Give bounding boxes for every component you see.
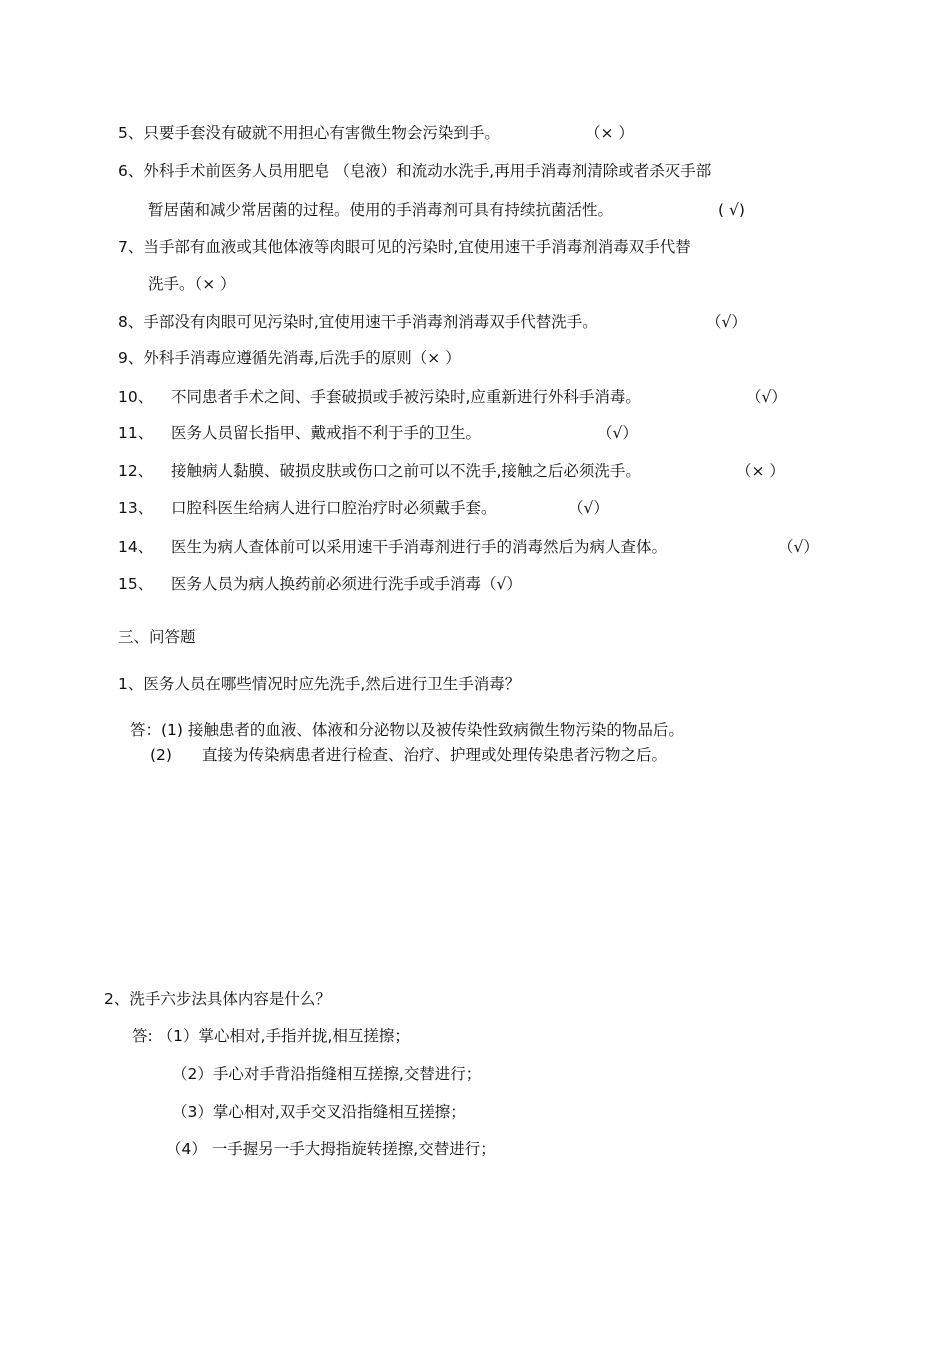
answer-2-line-4: （4） 一手握另一手大拇指旋转搓擦,交替进行； xyxy=(166,1140,496,1158)
item-10-mark: （√） xyxy=(746,388,787,406)
item-number: 13、 xyxy=(118,499,154,517)
item-10 xyxy=(118,386,641,408)
answer-1-line-1: 答：(1) 接触患者的血液、体液和分泌物以及被传染性致病微生物污染的物品后。 xyxy=(130,721,684,739)
item-number: 8、 xyxy=(118,313,144,331)
answer-2-line-2: （2）手心对手背沿指缝相互搓擦,交替进行； xyxy=(172,1065,482,1083)
item-8-mark: （√） xyxy=(706,313,747,331)
answer-1-line-2 xyxy=(150,744,667,766)
item-number: 11、 xyxy=(118,424,154,442)
item-12-mark: （× ） xyxy=(736,462,785,480)
item-text: 口腔科医生给病人进行口腔治疗时必须戴手套。 xyxy=(171,499,497,517)
item-7 xyxy=(118,236,691,258)
item-6-mark: ( √) xyxy=(718,201,745,219)
item-number: 14、 xyxy=(118,538,154,556)
item-11 xyxy=(118,422,481,444)
item-13-mark: （√） xyxy=(568,499,609,517)
item-5-mark: （× ） xyxy=(585,124,634,142)
item-11-mark: （√） xyxy=(597,424,638,442)
item-text: 外科手术前医务人员用肥皂 （皂液）和流动水洗手,再用手消毒剂清除或者杀灭手部 xyxy=(143,162,712,180)
item-text: 医务人员留长指甲、戴戒指不利于手的卫生。 xyxy=(171,424,482,442)
question-1: 1、医务人员在哪些情况时应先洗手,然后进行卫生手消毒？ xyxy=(118,675,521,693)
item-number: 9、 xyxy=(118,349,144,367)
item-8 xyxy=(118,311,598,333)
item-text: 外科手消毒应遵循先消毒,后洗手的原则（× ） xyxy=(143,349,461,367)
item-text: 不同患者手术之间、手套破损或手被污染时,应重新进行外科手消毒。 xyxy=(171,388,641,406)
answer-text: 直接为传染病患者进行检查、治疗、护理或处理传染患者污物之后。 xyxy=(202,746,668,764)
item-6 xyxy=(118,160,711,182)
answer-2-line-3: （3）掌心相对,双手交叉沿指缝相互搓擦； xyxy=(172,1103,466,1121)
item-number: 15、 xyxy=(118,575,154,593)
item-text: 当手部有血液或其他体液等肉眼可见的污染时,宜使用速干手消毒剂消毒双手代替 xyxy=(143,238,691,256)
item-14 xyxy=(118,536,667,558)
item-7-cont: 洗手。（× ） xyxy=(148,275,236,293)
item-text: 接触病人黏膜、破损皮肤或伤口之前可以不洗手,接触之后必须洗手。 xyxy=(171,462,641,480)
item-14-mark: （√） xyxy=(778,538,819,556)
item-number: 5、 xyxy=(118,124,144,142)
item-text: 医务人员为病人换药前必须进行洗手或手消毒（√） xyxy=(171,575,522,593)
answer-2-line-1: 答: （1）掌心相对,手指并拢,相互搓擦； xyxy=(132,1027,410,1045)
item-9 xyxy=(118,347,461,369)
item-13 xyxy=(118,497,497,519)
section-title: 三、问答题 xyxy=(118,628,196,646)
item-6-cont: 暂居菌和减少常居菌的过程。使用的手消毒剂可具有持续抗菌活性。 xyxy=(148,201,614,219)
item-text: 手部没有肉眼可见污染时,宜使用速干手消毒剂消毒双手代替洗手。 xyxy=(143,313,598,331)
item-5 xyxy=(118,122,500,144)
item-text: 只要手套没有破就不用担心有害微生物会污染到手。 xyxy=(143,124,500,142)
answer-number: (2) xyxy=(150,746,172,764)
item-number: 6、 xyxy=(118,162,144,180)
item-number: 12、 xyxy=(118,462,154,480)
question-2: 2、洗手六步法具体内容是什么？ xyxy=(104,990,331,1008)
item-15 xyxy=(118,573,522,595)
item-number: 10、 xyxy=(118,388,154,406)
item-12 xyxy=(118,460,641,482)
item-number: 7、 xyxy=(118,238,144,256)
item-text: 医生为病人查体前可以采用速干手消毒剂进行手的消毒然后为病人查体。 xyxy=(171,538,668,556)
